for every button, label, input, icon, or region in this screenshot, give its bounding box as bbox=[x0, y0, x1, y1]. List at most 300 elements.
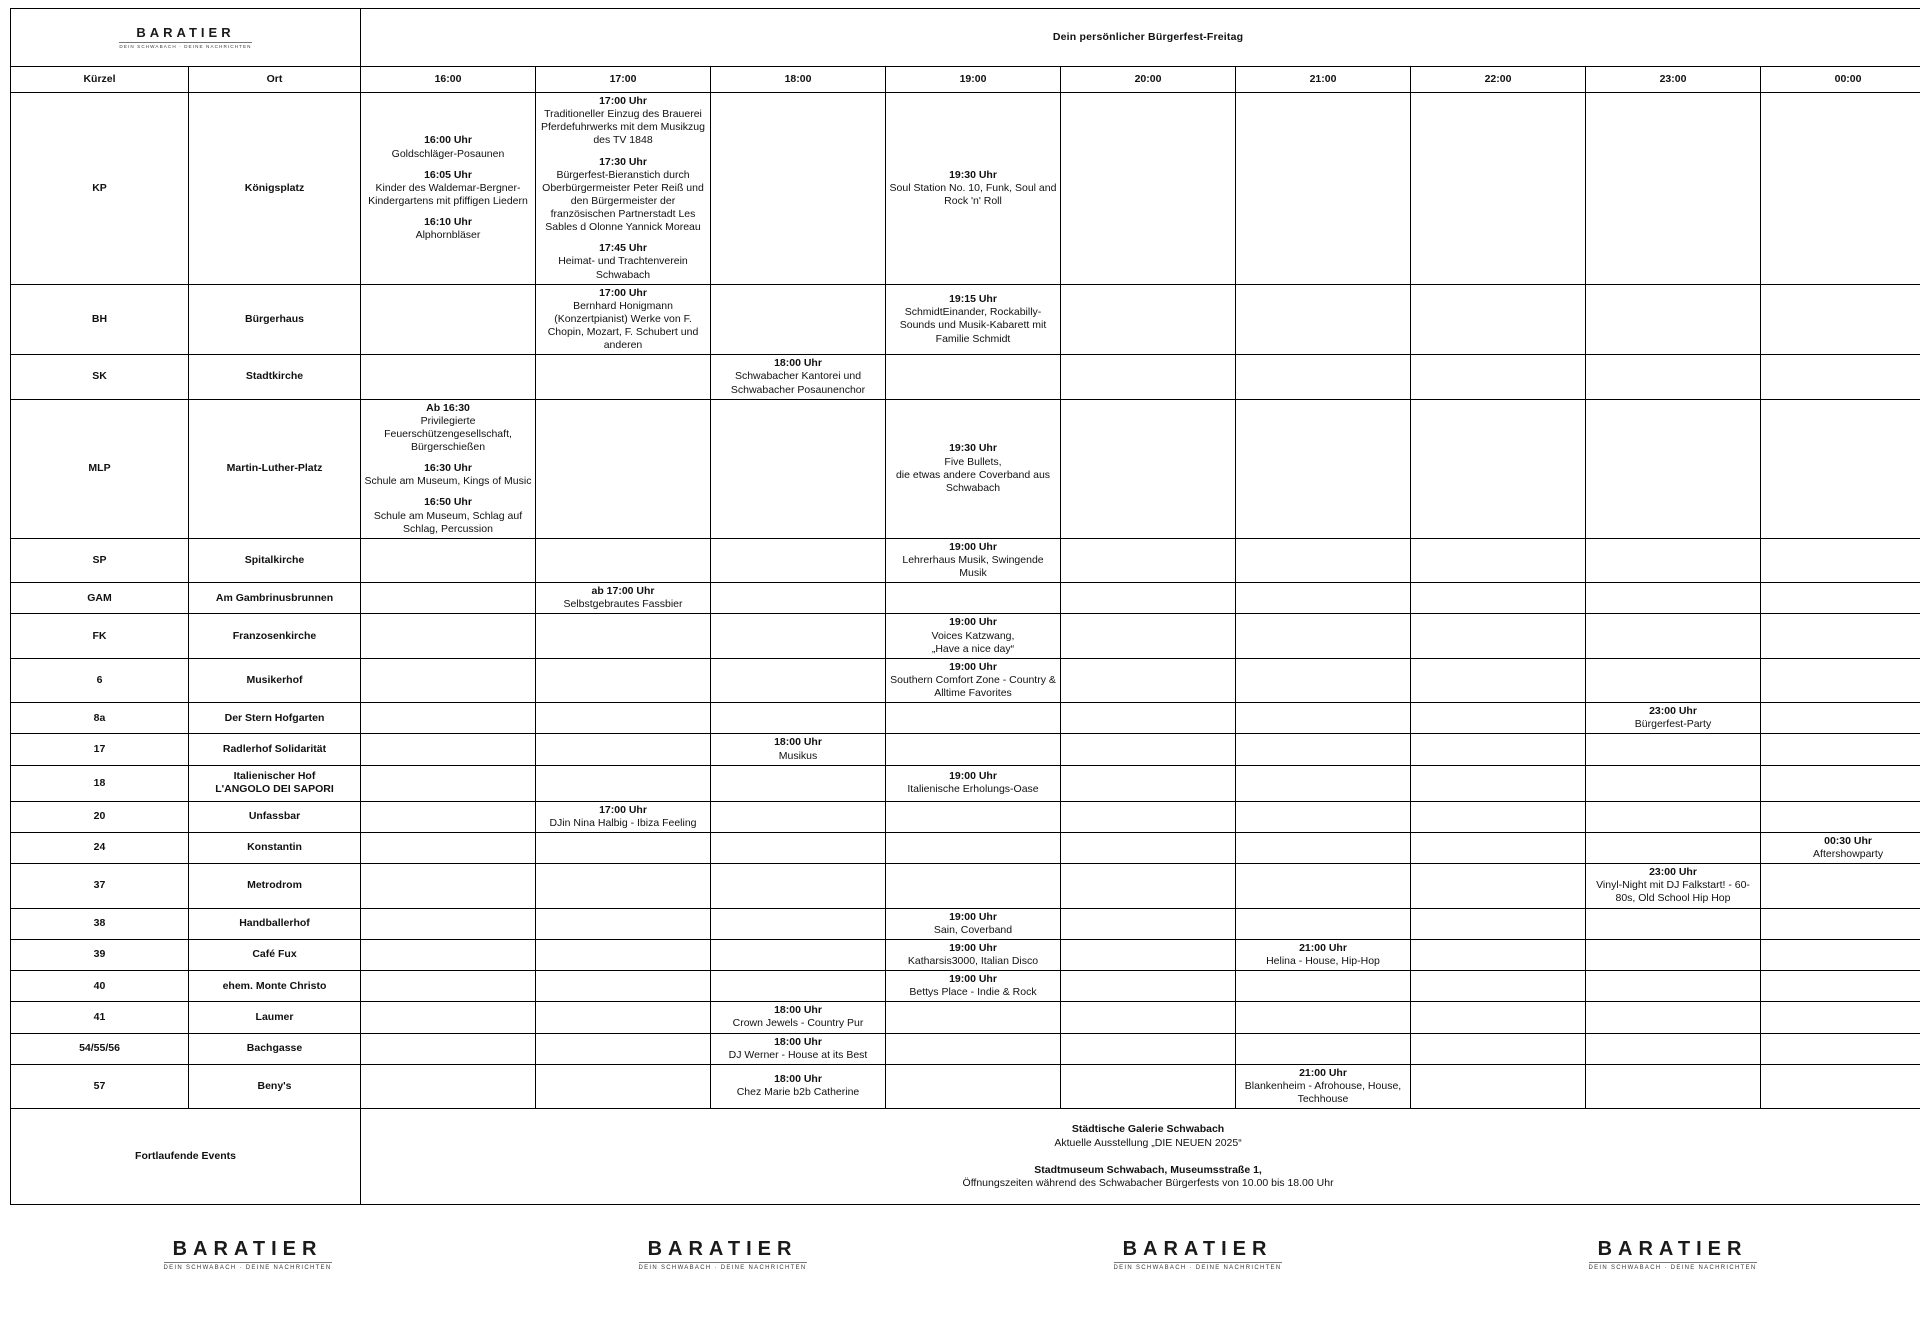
empty-cell bbox=[1061, 971, 1236, 1002]
row-ort: Am Gambrinusbrunnen bbox=[189, 583, 361, 614]
row-ort: Bachgasse bbox=[189, 1033, 361, 1064]
brand-wordmark: BARATIER bbox=[647, 1238, 798, 1261]
event-entry bbox=[714, 1036, 882, 1062]
event-cell[interactable] bbox=[711, 734, 886, 765]
event-description: Schule am Museum, Kings of Music bbox=[364, 475, 532, 488]
empty-cell bbox=[886, 832, 1061, 863]
table-row bbox=[11, 399, 1920, 538]
page-title: Dein persönlicher Bürgerfest-Freitag bbox=[361, 9, 1920, 67]
empty-cell bbox=[711, 765, 886, 801]
empty-cell bbox=[886, 583, 1061, 614]
event-time: 18:00 Uhr bbox=[774, 1004, 822, 1017]
event-cell[interactable] bbox=[711, 1033, 886, 1064]
event-description: Italienische Erholungs-Oase bbox=[907, 783, 1039, 796]
brand-tagline: DEIN SCHWABACH · DEINE NACHRICHTEN bbox=[164, 1262, 332, 1271]
empty-cell bbox=[1761, 355, 1920, 399]
table-row bbox=[11, 864, 1920, 908]
footer-logo-2 bbox=[639, 1239, 807, 1271]
empty-cell bbox=[1411, 284, 1586, 355]
empty-cell bbox=[886, 1002, 1061, 1033]
row-ort: Laumer bbox=[189, 1002, 361, 1033]
row-ort: Café Fux bbox=[189, 939, 361, 970]
event-description: Alphornbläser bbox=[415, 229, 481, 242]
empty-cell bbox=[1061, 93, 1236, 285]
event-entry bbox=[889, 973, 1057, 999]
empty-cell bbox=[711, 583, 886, 614]
empty-cell bbox=[886, 1064, 1061, 1108]
row-ort: Beny's bbox=[189, 1064, 361, 1108]
event-entry bbox=[714, 357, 882, 396]
event-entry bbox=[539, 287, 707, 353]
table-row bbox=[11, 939, 1920, 970]
empty-cell bbox=[1411, 765, 1586, 801]
event-entry bbox=[539, 95, 707, 148]
event-description: Lehrerhaus Musik, Swingende Musik bbox=[902, 553, 1044, 579]
empty-cell bbox=[361, 801, 536, 832]
row-kurzel: 39 bbox=[11, 939, 189, 970]
empty-cell bbox=[361, 1002, 536, 1033]
event-entry bbox=[889, 442, 1057, 495]
empty-cell bbox=[1586, 971, 1761, 1002]
empty-cell bbox=[1586, 1064, 1761, 1108]
row-ort: Radlerhof Solidarität bbox=[189, 734, 361, 765]
footer-logo-3 bbox=[1114, 1239, 1282, 1271]
empty-cell bbox=[1061, 832, 1236, 863]
event-cell[interactable] bbox=[886, 284, 1061, 355]
empty-cell bbox=[1236, 1033, 1411, 1064]
row-kurzel: KP bbox=[11, 93, 189, 285]
event-time: 18:00 Uhr bbox=[774, 1073, 822, 1086]
row-kurzel: MLP bbox=[11, 399, 189, 538]
empty-cell bbox=[1761, 538, 1920, 582]
empty-cell bbox=[1236, 971, 1411, 1002]
empty-cell bbox=[886, 864, 1061, 908]
event-time: ab 17:00 Uhr bbox=[591, 585, 655, 598]
event-entry bbox=[889, 942, 1057, 968]
empty-cell bbox=[1411, 1002, 1586, 1033]
event-description: DJ Werner - House at its Best bbox=[728, 1048, 868, 1061]
empty-cell bbox=[1236, 399, 1411, 538]
empty-cell bbox=[1061, 734, 1236, 765]
continuous-event-description: Aktuelle Ausstellung „DIE NEUEN 2025“ bbox=[1054, 1136, 1242, 1149]
event-cell[interactable] bbox=[1761, 832, 1920, 863]
event-entry bbox=[539, 156, 707, 235]
table-row bbox=[11, 971, 1920, 1002]
event-entry bbox=[364, 216, 532, 242]
empty-cell bbox=[1236, 1002, 1411, 1033]
brand-tagline: DEIN SCHWABACH · DEINE NACHRICHTEN bbox=[119, 43, 252, 49]
empty-cell bbox=[1411, 93, 1586, 285]
row-ort: Handballerhof bbox=[189, 908, 361, 939]
row-ort: Bürgerhaus bbox=[189, 284, 361, 355]
event-entry bbox=[889, 911, 1057, 937]
empty-cell bbox=[1586, 93, 1761, 285]
column-header-row bbox=[11, 67, 1920, 93]
table-row bbox=[11, 801, 1920, 832]
table-row bbox=[11, 614, 1920, 658]
empty-cell bbox=[361, 971, 536, 1002]
empty-cell bbox=[1061, 1033, 1236, 1064]
empty-cell bbox=[1586, 614, 1761, 658]
empty-cell bbox=[361, 1033, 536, 1064]
empty-cell bbox=[1411, 538, 1586, 582]
table-row bbox=[11, 538, 1920, 582]
event-entry bbox=[889, 169, 1057, 208]
ort-header: Ort bbox=[189, 67, 361, 93]
table-row bbox=[11, 832, 1920, 863]
empty-cell bbox=[536, 1033, 711, 1064]
event-time: 19:00 Uhr bbox=[949, 540, 997, 553]
empty-cell bbox=[361, 1064, 536, 1108]
empty-cell bbox=[536, 971, 711, 1002]
empty-cell bbox=[361, 703, 536, 734]
event-cell[interactable] bbox=[536, 801, 711, 832]
event-description: Crown Jewels - Country Pur bbox=[732, 1017, 864, 1030]
empty-cell bbox=[536, 1002, 711, 1033]
empty-cell bbox=[886, 1033, 1061, 1064]
empty-cell bbox=[1411, 658, 1586, 702]
empty-cell bbox=[361, 734, 536, 765]
table-row bbox=[11, 1002, 1920, 1033]
empty-cell bbox=[536, 658, 711, 702]
time-header-0000: 00:00 bbox=[1761, 67, 1920, 93]
event-description: Vinyl-Night mit DJ Falkstart! - 60-80s, Old School Hip Hop bbox=[1596, 879, 1750, 905]
empty-cell bbox=[1236, 538, 1411, 582]
event-entry bbox=[889, 541, 1057, 580]
brand-wordmark: BARATIER bbox=[1122, 1238, 1273, 1261]
empty-cell bbox=[1411, 734, 1586, 765]
row-ort: Spitalkirche bbox=[189, 538, 361, 582]
empty-cell bbox=[1236, 284, 1411, 355]
empty-cell bbox=[886, 703, 1061, 734]
row-ort: Musikerhof bbox=[189, 658, 361, 702]
empty-cell bbox=[1061, 765, 1236, 801]
row-kurzel: 54/55/56 bbox=[11, 1033, 189, 1064]
event-description: Blankenheim - Afrohouse, House, Techhouse bbox=[1244, 1079, 1402, 1105]
event-time: 00:30 Uhr bbox=[1824, 834, 1872, 847]
table-row bbox=[11, 734, 1920, 765]
empty-cell bbox=[1761, 399, 1920, 538]
empty-cell bbox=[711, 703, 886, 734]
empty-cell bbox=[711, 284, 886, 355]
empty-cell bbox=[711, 832, 886, 863]
event-time: 19:00 Uhr bbox=[949, 973, 997, 985]
empty-cell bbox=[1761, 908, 1920, 939]
event-description: Traditioneller Einzug des Brauerei Pferdefuhrwerks mit dem Musikzug des TV 1848 bbox=[541, 108, 705, 147]
event-entry bbox=[1764, 835, 1920, 861]
event-cell[interactable] bbox=[1236, 1064, 1411, 1108]
event-entry bbox=[714, 736, 882, 762]
empty-cell bbox=[361, 908, 536, 939]
empty-cell bbox=[361, 658, 536, 702]
empty-cell bbox=[1761, 1064, 1920, 1108]
empty-cell bbox=[361, 583, 536, 614]
event-time: 23:00 Uhr bbox=[1649, 866, 1697, 879]
time-header-1700: 17:00 bbox=[536, 67, 711, 93]
continuous-events-body bbox=[361, 1109, 1920, 1205]
row-kurzel: 18 bbox=[11, 765, 189, 801]
event-entry bbox=[539, 242, 707, 281]
event-time: 21:00 Uhr bbox=[1299, 1066, 1347, 1079]
event-cell[interactable] bbox=[1586, 703, 1761, 734]
empty-cell bbox=[1411, 908, 1586, 939]
empty-cell bbox=[1761, 864, 1920, 908]
empty-cell bbox=[1236, 908, 1411, 939]
empty-cell bbox=[711, 971, 886, 1002]
empty-cell bbox=[1586, 355, 1761, 399]
empty-cell bbox=[1061, 908, 1236, 939]
empty-cell bbox=[536, 864, 711, 908]
table-row bbox=[11, 1033, 1920, 1064]
empty-cell bbox=[1411, 583, 1586, 614]
table-row bbox=[11, 765, 1920, 801]
empty-cell bbox=[1586, 583, 1761, 614]
event-time: 16:50 Uhr bbox=[424, 496, 472, 509]
event-time: 19:00 Uhr bbox=[949, 941, 997, 954]
empty-cell bbox=[1061, 355, 1236, 399]
empty-cell bbox=[536, 1064, 711, 1108]
row-kurzel: FK bbox=[11, 614, 189, 658]
empty-cell bbox=[1236, 832, 1411, 863]
event-entry bbox=[364, 402, 532, 455]
event-cell[interactable] bbox=[1586, 864, 1761, 908]
row-kurzel: SP bbox=[11, 538, 189, 582]
event-entry bbox=[1589, 705, 1757, 731]
event-time: 17:45 Uhr bbox=[599, 242, 647, 255]
empty-cell bbox=[361, 939, 536, 970]
event-cell[interactable] bbox=[361, 93, 536, 285]
empty-cell bbox=[1761, 284, 1920, 355]
empty-cell bbox=[1586, 801, 1761, 832]
row-kurzel: 40 bbox=[11, 971, 189, 1002]
row-ort: ehem. Monte Christo bbox=[189, 971, 361, 1002]
empty-cell bbox=[361, 864, 536, 908]
event-entry bbox=[539, 804, 707, 830]
event-time: 23:00 Uhr bbox=[1649, 705, 1697, 718]
empty-cell bbox=[1586, 832, 1761, 863]
event-cell[interactable] bbox=[1236, 939, 1411, 970]
event-description: Soul Station No. 10, Funk, Soul and Rock 'n' Roll bbox=[889, 181, 1057, 207]
event-time: 19:30 Uhr bbox=[949, 442, 997, 455]
event-time: 19:00 Uhr bbox=[949, 660, 997, 673]
event-entry bbox=[539, 585, 707, 611]
empty-cell bbox=[711, 93, 886, 285]
row-ort: Martin-Luther-Platz bbox=[189, 399, 361, 538]
empty-cell bbox=[1586, 908, 1761, 939]
empty-cell bbox=[1061, 658, 1236, 702]
row-kurzel: BH bbox=[11, 284, 189, 355]
continuous-event-title: Städtische Galerie Schwabach bbox=[1071, 1123, 1225, 1136]
event-time: 17:00 Uhr bbox=[599, 286, 647, 299]
continuous-event-title: Stadtmuseum Schwabach, Museumsstraße 1, bbox=[1034, 1163, 1262, 1176]
footer-logos bbox=[10, 1205, 1910, 1271]
empty-cell bbox=[1761, 765, 1920, 801]
empty-cell bbox=[1586, 765, 1761, 801]
row-kurzel: 57 bbox=[11, 1064, 189, 1108]
row-kurzel: 24 bbox=[11, 832, 189, 863]
empty-cell bbox=[711, 939, 886, 970]
event-cell[interactable] bbox=[536, 284, 711, 355]
empty-cell bbox=[1411, 939, 1586, 970]
empty-cell bbox=[361, 538, 536, 582]
row-kurzel: 20 bbox=[11, 801, 189, 832]
empty-cell bbox=[1586, 939, 1761, 970]
empty-cell bbox=[886, 801, 1061, 832]
event-cell[interactable] bbox=[536, 583, 711, 614]
empty-cell bbox=[1586, 399, 1761, 538]
event-cell[interactable] bbox=[886, 908, 1061, 939]
event-cell[interactable] bbox=[886, 765, 1061, 801]
event-cell[interactable] bbox=[886, 971, 1061, 1002]
table-row bbox=[11, 908, 1920, 939]
row-ort: Unfassbar bbox=[189, 801, 361, 832]
event-description: Selbstgebrautes Fassbier bbox=[563, 598, 683, 611]
empty-cell bbox=[1061, 583, 1236, 614]
event-entry bbox=[889, 661, 1057, 700]
empty-cell bbox=[1236, 801, 1411, 832]
empty-cell bbox=[536, 614, 711, 658]
empty-cell bbox=[536, 939, 711, 970]
event-entry bbox=[1239, 1067, 1407, 1106]
row-ort: Italienischer Hof L'ANGOLO DEI SAPORI bbox=[189, 765, 361, 801]
empty-cell bbox=[536, 908, 711, 939]
event-description: Katharsis3000, Italian Disco bbox=[907, 954, 1039, 967]
footer-logo-1 bbox=[164, 1239, 332, 1271]
continuous-events-label: Fortlaufende Events bbox=[11, 1109, 361, 1205]
event-cell[interactable] bbox=[711, 355, 886, 399]
empty-cell bbox=[1411, 864, 1586, 908]
empty-cell bbox=[1061, 538, 1236, 582]
row-ort: Franzosenkirche bbox=[189, 614, 361, 658]
event-cell[interactable] bbox=[886, 658, 1061, 702]
empty-cell bbox=[536, 703, 711, 734]
event-cell[interactable] bbox=[886, 93, 1061, 285]
brand-tagline: DEIN SCHWABACH · DEINE NACHRICHTEN bbox=[1589, 1262, 1757, 1271]
time-header-1600: 16:00 bbox=[361, 67, 536, 93]
empty-cell bbox=[361, 284, 536, 355]
continuous-events-row bbox=[11, 1109, 1920, 1205]
event-description: Privilegierte Feuerschützengesellschaft, Bürgerschießen bbox=[384, 414, 512, 453]
event-time: 19:00 Uhr bbox=[949, 770, 997, 782]
empty-cell bbox=[1761, 939, 1920, 970]
empty-cell bbox=[711, 864, 886, 908]
event-entry bbox=[889, 770, 1057, 796]
empty-cell bbox=[886, 355, 1061, 399]
row-ort: Metrodrom bbox=[189, 864, 361, 908]
empty-cell bbox=[536, 734, 711, 765]
empty-cell bbox=[1761, 703, 1920, 734]
empty-cell bbox=[711, 538, 886, 582]
event-entry bbox=[1239, 942, 1407, 968]
header-logo bbox=[11, 9, 361, 67]
event-cell[interactable] bbox=[711, 1064, 886, 1108]
empty-cell bbox=[1761, 583, 1920, 614]
empty-cell bbox=[1761, 658, 1920, 702]
row-kurzel: 38 bbox=[11, 908, 189, 939]
row-ort: Königsplatz bbox=[189, 93, 361, 285]
time-header-2200: 22:00 bbox=[1411, 67, 1586, 93]
time-header-1800: 18:00 bbox=[711, 67, 886, 93]
table-row bbox=[11, 703, 1920, 734]
event-time: 18:00 Uhr bbox=[774, 1035, 822, 1048]
event-entry bbox=[714, 1004, 882, 1030]
event-cell[interactable] bbox=[886, 939, 1061, 970]
bürgerfest-schedule-table bbox=[10, 8, 1920, 1205]
event-cell[interactable] bbox=[886, 614, 1061, 658]
empty-cell bbox=[536, 399, 711, 538]
row-kurzel: 41 bbox=[11, 1002, 189, 1033]
empty-cell bbox=[1411, 1064, 1586, 1108]
event-time: 19:00 Uhr bbox=[949, 616, 997, 629]
empty-cell bbox=[711, 801, 886, 832]
row-ort: Stadtkirche bbox=[189, 355, 361, 399]
row-kurzel: GAM bbox=[11, 583, 189, 614]
empty-cell bbox=[1586, 538, 1761, 582]
event-time: 16:05 Uhr bbox=[424, 168, 472, 181]
time-header-1900: 19:00 bbox=[886, 67, 1061, 93]
empty-cell bbox=[361, 832, 536, 863]
row-kurzel: 6 bbox=[11, 658, 189, 702]
masthead-row bbox=[11, 9, 1920, 67]
event-time: 16:10 Uhr bbox=[424, 216, 472, 228]
event-time: 18:00 Uhr bbox=[774, 357, 822, 370]
brand-wordmark: BARATIER bbox=[1597, 1238, 1748, 1261]
empty-cell bbox=[1236, 703, 1411, 734]
event-description: Voices Katzwang, „Have a nice day“ bbox=[931, 629, 1015, 655]
event-cell[interactable] bbox=[711, 1002, 886, 1033]
event-time: 17:00 Uhr bbox=[599, 95, 647, 107]
empty-cell bbox=[1061, 284, 1236, 355]
empty-cell bbox=[1761, 1002, 1920, 1033]
empty-cell bbox=[1586, 658, 1761, 702]
empty-cell bbox=[1411, 614, 1586, 658]
empty-cell bbox=[1586, 734, 1761, 765]
event-cell[interactable] bbox=[361, 399, 536, 538]
event-description: Bürgerfest-Bieranstich durch Oberbürgermeister Peter Reiß und den Bürgermeister der französischen Partnerstadt Les Sables d Olonne Yannick Moreau bbox=[542, 168, 704, 234]
empty-cell bbox=[711, 614, 886, 658]
continuous-event-entry bbox=[364, 1123, 1920, 1149]
event-entry bbox=[714, 1073, 882, 1099]
event-time: 16:00 Uhr bbox=[424, 134, 472, 147]
empty-cell bbox=[1061, 703, 1236, 734]
empty-cell bbox=[1061, 399, 1236, 538]
event-cell[interactable] bbox=[536, 93, 711, 285]
event-time: 19:15 Uhr bbox=[949, 293, 997, 306]
event-cell[interactable] bbox=[886, 538, 1061, 582]
empty-cell bbox=[1411, 1033, 1586, 1064]
empty-cell bbox=[1236, 93, 1411, 285]
event-entry bbox=[889, 616, 1057, 655]
event-entry bbox=[1589, 866, 1757, 905]
empty-cell bbox=[1236, 734, 1411, 765]
event-description: Goldschläger-Posaunen bbox=[391, 147, 505, 160]
event-time: 19:00 Uhr bbox=[949, 910, 997, 923]
empty-cell bbox=[886, 734, 1061, 765]
event-time: 21:00 Uhr bbox=[1299, 941, 1347, 954]
empty-cell bbox=[1761, 801, 1920, 832]
brand-wordmark: BARATIER bbox=[136, 24, 235, 40]
empty-cell bbox=[1586, 284, 1761, 355]
empty-cell bbox=[1061, 939, 1236, 970]
event-entry bbox=[364, 169, 532, 208]
event-description: Five Bullets, die etwas andere Coverband aus Schwabach bbox=[895, 455, 1051, 494]
event-description: Kinder des Waldemar-Bergner-Kindergartens mit pfiffigen Liedern bbox=[368, 181, 528, 207]
empty-cell bbox=[1236, 583, 1411, 614]
empty-cell bbox=[1236, 355, 1411, 399]
table-row bbox=[11, 583, 1920, 614]
event-cell[interactable] bbox=[886, 399, 1061, 538]
row-ort: Konstantin bbox=[189, 832, 361, 863]
